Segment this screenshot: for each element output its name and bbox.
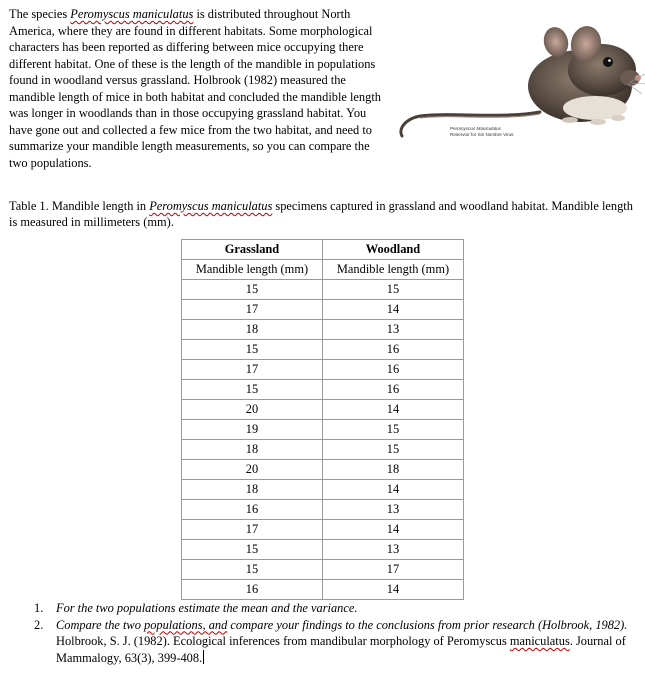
grassland-value: 20 — [182, 400, 323, 420]
table-caption — [9, 198, 639, 230]
subheader-woodland: Mandible length (mm) — [323, 260, 464, 280]
grassland-value: 15 — [182, 340, 323, 360]
grassland-value: 20 — [182, 460, 323, 480]
header-grassland: Grassland — [182, 240, 323, 260]
woodland-value: 14 — [323, 480, 464, 500]
grassland-value: 18 — [182, 480, 323, 500]
table-row — [182, 520, 464, 540]
table-row — [182, 360, 464, 380]
subheader-grassland: Mandible length (mm) — [182, 260, 323, 280]
table-row — [182, 340, 464, 360]
table-body — [182, 280, 464, 600]
table-row — [182, 380, 464, 400]
grassland-value: 19 — [182, 420, 323, 440]
table-row — [182, 560, 464, 580]
caption-prefix: Table 1. Mandible length in — [9, 199, 150, 213]
question-number: 1. — [34, 601, 44, 615]
table-row — [182, 400, 464, 420]
grassland-value: 18 — [182, 440, 323, 460]
table-row — [182, 500, 464, 520]
table-row — [182, 300, 464, 320]
table-row — [182, 440, 464, 460]
woodland-value: 13 — [323, 320, 464, 340]
woodland-value: 15 — [323, 420, 464, 440]
woodland-value: 16 — [323, 380, 464, 400]
woodland-value: 14 — [323, 520, 464, 540]
woodland-value: 14 — [323, 400, 464, 420]
woodland-value: 13 — [323, 540, 464, 560]
grassland-value: 17 — [182, 360, 323, 380]
table-row — [182, 580, 464, 600]
illustration-caption-1: Peromyscus Maniculatus — [450, 126, 502, 131]
question-text: Compare the two — [56, 617, 144, 632]
header-woodland: Woodland — [323, 240, 464, 260]
woodland-value: 17 — [323, 560, 464, 580]
woodland-value: 14 — [323, 300, 464, 320]
intro-text-cont: is distributed throughout North America, where they are found in different habitats. Some morphological characters has been reported as differing between mice occupying there different habitat. One of these is the length of the mandible in populations found in woodland versus grassland. Holbrook (1982) measured the mandible length of mice in both habitat and concluded the mandible length was longer in woodlands than in those occupying grassland habitat. You have gone out and collected a few mice from the two habitat, and need to summarize your mandible length measurements, so you can compare the two populations. — [9, 7, 381, 170]
intro-text: The species — [9, 7, 71, 21]
caption-suffix: specimens captured in grassland and woodland habitat. Mandible length is measured in millimeters (mm). — [9, 199, 633, 229]
illustration-caption-2: Reservoir for Sin Nombre Virus — [450, 132, 514, 137]
text-cursor — [203, 650, 204, 664]
woodland-value: 16 — [323, 360, 464, 380]
woodland-value: 15 — [323, 440, 464, 460]
caption-species: Peromyscus maniculatus — [149, 199, 273, 213]
question-2 — [9, 617, 639, 667]
table-row — [182, 420, 464, 440]
woodland-value: 18 — [323, 460, 464, 480]
woodland-value: 14 — [323, 580, 464, 600]
grassland-value: 18 — [182, 320, 323, 340]
table-row — [182, 540, 464, 560]
grassland-value: 17 — [182, 300, 323, 320]
mandible-length-table — [181, 239, 464, 600]
grassland-value: 15 — [182, 540, 323, 560]
reference-species: maniculatus — [509, 634, 570, 649]
deer-mouse-illustration — [390, 4, 645, 154]
table-row — [182, 460, 464, 480]
table-row — [182, 280, 464, 300]
question-text-flagged: populations, and — [144, 617, 228, 632]
question-1 — [9, 600, 639, 617]
reference-text: Holbrook, S. J. (1982). Ecological inferences from mandibular morphology of Peromyscus — [56, 634, 510, 649]
question-list — [9, 600, 639, 666]
grassland-value: 17 — [182, 520, 323, 540]
grassland-value: 16 — [182, 580, 323, 600]
woodland-value: 13 — [323, 500, 464, 520]
woodland-value: 16 — [323, 340, 464, 360]
reference-text-cont: . Journal of Mammalogy, 63(3), 399-408. — [56, 634, 626, 665]
grassland-value: 16 — [182, 500, 323, 520]
intro-paragraph — [9, 6, 387, 171]
table-row — [182, 480, 464, 500]
grassland-value: 15 — [182, 560, 323, 580]
grassland-value: 15 — [182, 380, 323, 400]
question-text-cont: compare your findings to the conclusions from prior research (Holbrook, 1982). — [227, 617, 628, 632]
species-name: Peromyscus maniculatus — [70, 7, 194, 21]
question-number: 2. — [34, 617, 44, 632]
question-text: For the two populations estimate the mean and the variance. — [56, 601, 358, 615]
woodland-value: 15 — [323, 280, 464, 300]
grassland-value: 15 — [182, 280, 323, 300]
table-row — [182, 320, 464, 340]
